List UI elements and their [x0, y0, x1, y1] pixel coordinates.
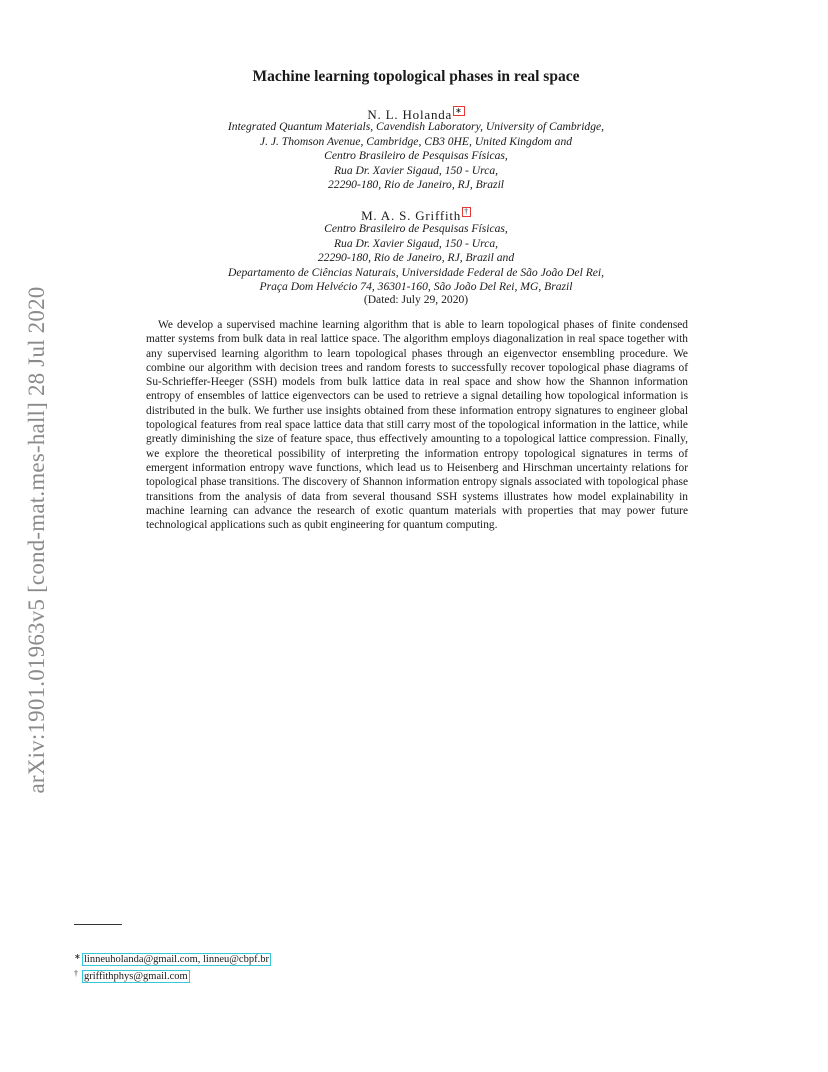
- footnote-1: [74, 950, 271, 967]
- affiliation-griffith: [140, 222, 692, 295]
- author-name: M. A. S. Griffith: [361, 208, 462, 223]
- footnote-symbol: †: [74, 968, 78, 978]
- footnotes: [74, 950, 271, 983]
- arxiv-stamp: [22, 240, 52, 840]
- affiliation-line: Centro Brasileiro de Pesquisas Físicas,: [324, 149, 508, 163]
- arxiv-id: arXiv:1901.01963v5 [cond-mat.mes-hall] 28 Jul 2020: [24, 286, 49, 794]
- affiliation-line: 22290-180, Rio de Janeiro, RJ, Brazil: [327, 178, 505, 192]
- affiliation-line: 22290-180, Rio de Janeiro, RJ, Brazil and: [317, 251, 515, 265]
- dated-line: (Dated: July 29, 2020): [363, 293, 469, 306]
- affiliation-line: Integrated Quantum Materials, Cavendish Laboratory, University of Cambridge,: [227, 120, 605, 133]
- affiliation-holanda: [140, 120, 692, 193]
- affiliation-line: Rua Dr. Xavier Sigaud, 150 - Urca,: [333, 236, 499, 250]
- paper-title: Machine learning topological phases in real space: [252, 68, 580, 85]
- footnote-rule: [74, 924, 122, 925]
- footnote-link[interactable]: ∗: [455, 106, 463, 115]
- affiliation-line: Rua Dr. Xavier Sigaud, 150 - Urca,: [333, 163, 499, 177]
- email-link[interactable]: griffithphys@gmail.com: [84, 970, 188, 982]
- author-name: N. L. Holanda: [367, 107, 453, 122]
- affiliation-line: Praça Dom Helvécio 74, 36301-160, São João Del Rei, MG, Brazil: [259, 280, 573, 294]
- affiliation-line: Departamento de Ciências Naturais, Universidade Federal de São João Del Rei,: [227, 265, 605, 279]
- abstract: We develop a supervised machine learning algorithm that is able to learn topological phases of finite condensed matter systems from bulk data in real lattice space. The algorithm employs diagonalization in real space together with any supervised learning algorithm to learn topological phases through an eigenvector ensembling procedure. We combine our algorithm with decision trees and random forests to successfully recover topological phase diagrams of Su-Schrieffer-Heeger (SSH) models from bulk lattice data in real space and show how the Shannon information entropy of ensembles of lattice eigenvectors can be used to retrieve a signal detailing how topological information is distributed in the bulk. We further use insights obtained from these information entropy signatures to engineer global topological features from real space lattice data that still carry most of the topological information in the lattice, while greatly diminishing the size of feature space, thus effectively amounting to a topological lattice compression. Finally, we explore the theoretical possibility of interpreting the information entropy topological signatures in terms of emergent information entropy wave functions, which lead us to Heisenberg and Hirschman uncertainty relations for topological phase transitions. The discovery of Shannon information entropy signals associated with topological phase transitions from the analysis of data from several thousand SSH systems illustrates how model explainability in machine learning can advance the research of exotic quantum materials with properties that may power future technological applications such as qubit engineering for quantum computing.: [146, 319, 688, 532]
- footnote-symbol: ∗: [74, 952, 81, 961]
- footnote-2: [74, 967, 271, 984]
- affiliation-line: Centro Brasileiro de Pesquisas Físicas,: [324, 222, 508, 235]
- footnote-link[interactable]: †: [464, 207, 469, 216]
- affiliation-line: J. J. Thomson Avenue, Cambridge, CB3 0HE, United Kingdom and: [259, 134, 573, 148]
- email-link[interactable]: linneuholanda@gmail.com, linneu@cbpf.br: [84, 954, 269, 965]
